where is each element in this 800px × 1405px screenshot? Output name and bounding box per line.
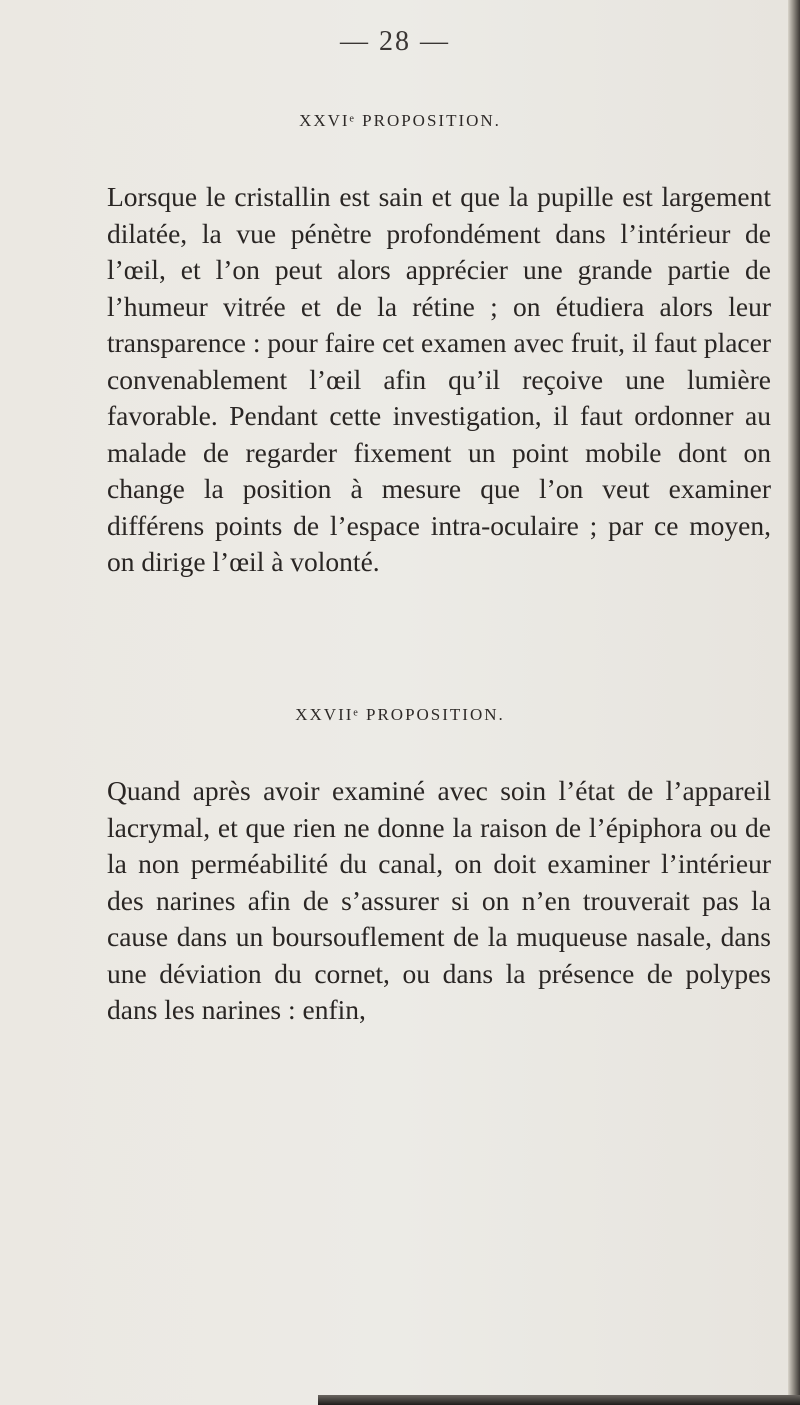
page-number: — 28 — <box>340 26 450 57</box>
scan-bottom-shadow <box>318 1395 800 1405</box>
section-text-xxvi: Lorsque le cristallin est sain et que la pupille est largement dilatée, la vue pénètre profondément dans l’intérieur de l’œil, et l’on peut alors apprécier une grande partie de l’humeur vitrée et de la rétine ; on étudiera alors leur transparence : pour faire cet examen avec fruit, il faut placer convenablement l’œil afin qu’il reçoive une lumière favorable. Pendant cette investigation, il faut ordonner au malade de regarder fixement un point mobile dont on change la position à mesure que l’on veut examiner différens points de l’espace intra-oculaire ; par ce moyen, on dirige l’œil à volonté. <box>107 181 771 577</box>
section-paragraph-xxvi <box>107 106 771 581</box>
section-text-xxvii: Quand après avoir examiné avec soin l’état de l’appareil lacrymal, et que rien ne donne la raison de l’épiphora ou de la non perméabilité du canal, on doit examiner l’intérieur des narines afin de s’assurer si on n’en trouverait pas la cause dans un boursouflement de la muqueuse nasale, dans une déviation du cornet, ou dans la présence de polypes dans les narines : enfin, <box>107 775 771 1025</box>
section-heading-xxvii: XXVIIᵉ PROPOSITION. <box>295 705 505 724</box>
section-paragraph-xxvii <box>107 700 771 1029</box>
page-binding-edge <box>788 0 800 1405</box>
section-heading-xxvi: XXVIᵉ PROPOSITION. <box>299 111 501 130</box>
